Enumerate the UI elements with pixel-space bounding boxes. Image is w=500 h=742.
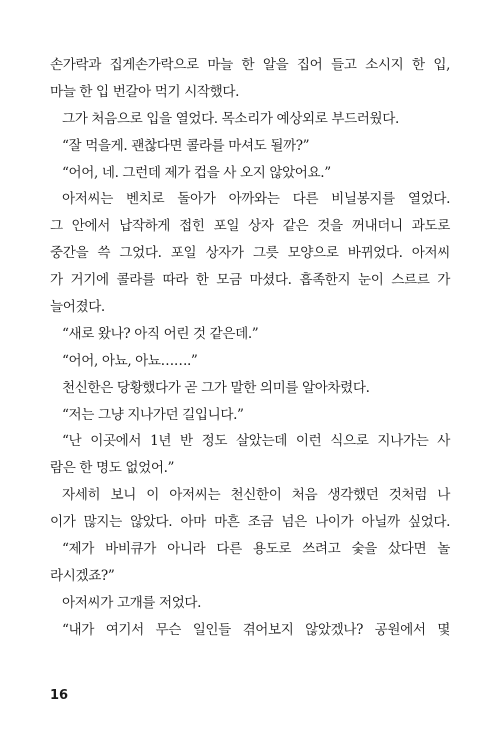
- text-line: 그가 처음으로 입을 열었다. 목소리가 예상외로 부드러웠다.: [62, 110, 399, 127]
- text-line: 손가락과 집게손가락으로 마늘 한 알을 집어 들고 소시지 한 입,: [50, 57, 450, 73]
- page-number: 16: [50, 688, 69, 703]
- text-line: 아저씨가 고개를 저었다.: [62, 594, 202, 611]
- text-line: “제가 바비큐가 아니라 다른 용도로 쓰려고 숯을 샀다면 놀: [62, 541, 450, 558]
- text-line: 아저씨는 벤치로 돌아가 아까와는 다른 비닐봉지를 열었다.: [62, 191, 450, 208]
- text-line: “새로 왔나? 아직 어린 것 같은데.”: [62, 325, 259, 342]
- text-line: “어어, 아뇨, 아뇨…….”: [62, 352, 198, 369]
- text-line: “난 이곳에서 1년 반 정도 살았는데 이런 식으로 지나가는 사: [62, 433, 450, 450]
- text-line: “잘 먹을게. 괜찮다면 콜라를 마셔도 될까?”: [62, 137, 310, 154]
- text-line: 이가 많지는 않았다. 아마 마흔 조금 넘은 나이가 아닐까 싶었다.: [50, 514, 450, 531]
- text-line: 람은 한 명도 없었어.”: [50, 460, 175, 477]
- text-line: 마늘 한 입 번갈아 먹기 시작했다.: [50, 83, 240, 100]
- text-line: “저는 그냥 지나가던 길입니다.”: [62, 406, 244, 423]
- text-line: 가 거기에 콜라를 따라 한 모금 마셨다. 흡족한지 눈이 스르르 가: [50, 272, 450, 289]
- text-line: 늘어졌다.: [50, 299, 105, 316]
- text-line: “어어, 네. 그런데 제가 컵을 사 오지 않았어요.”: [62, 164, 331, 181]
- body-text: [50, 52, 450, 644]
- text-line: 중간을 쓱 그었다. 포일 상자가 그릇 모양으로 바뀌었다. 아저씨: [50, 245, 450, 262]
- text-line: 천신한은 당황했다가 곧 그가 말한 의미를 알아차렸다.: [62, 379, 370, 396]
- text-line: 라시겠죠?”: [50, 567, 115, 584]
- text-line: “내가 여기서 무슨 일인들 겪어보지 않았겠나? 공원에서 몇: [62, 621, 450, 638]
- text-line: 자세히 보니 이 아저씨는 천신한이 처음 생각했던 것처럼 나: [62, 487, 450, 504]
- text-line: 그 안에서 납작하게 접힌 포일 상자 같은 것을 꺼내더니 과도로: [50, 218, 450, 235]
